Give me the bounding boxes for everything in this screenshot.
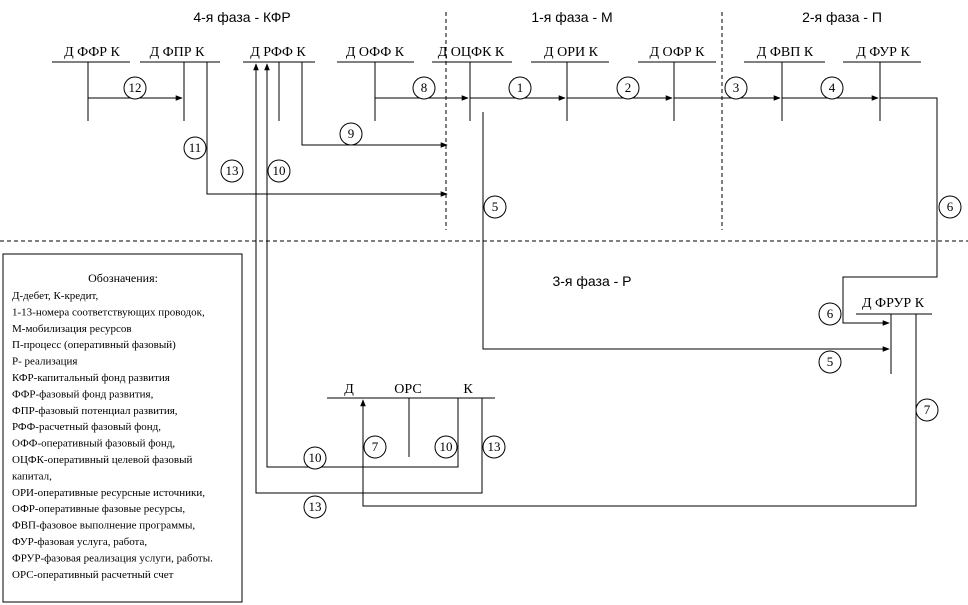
marker-13-bottom: [304, 496, 326, 518]
account-ors-credit: К: [463, 382, 473, 397]
svg-text:5: 5: [491, 199, 499, 214]
legend-line: ФВП-фазовое выполнение программы,: [12, 519, 196, 532]
account-fur: Д ФУР К: [856, 45, 910, 60]
account-off: Д ОФФ К: [345, 45, 405, 60]
marker-5-upper: [484, 196, 506, 218]
svg-text:13: 13: [225, 163, 239, 178]
phase-title-kfr: 4-я фаза - КФР: [193, 9, 291, 25]
marker-1: [509, 77, 531, 99]
marker-10-top: [268, 160, 290, 182]
flow-markers: [124, 77, 961, 518]
legend-line: ОФФ-оперативный фазовый фонд,: [12, 437, 176, 450]
svg-text:10: 10: [439, 439, 453, 454]
marker-13-top: [221, 160, 243, 182]
legend-line: ФРУР-фазовая реализация услуги, работы.: [12, 552, 213, 565]
marker-6-upper: [939, 196, 961, 218]
marker-5-lower: [819, 351, 841, 373]
legend-box: [3, 254, 242, 602]
marker-2: [617, 77, 639, 99]
legend-title: Обозначения:: [88, 271, 158, 285]
account-fvp: Д ФВП К: [756, 45, 814, 60]
svg-text:1: 1: [516, 80, 524, 95]
marker-6-lower: [819, 303, 841, 325]
svg-text:6: 6: [946, 199, 954, 214]
account-ors-name: ОРС: [394, 382, 422, 397]
marker-7-ors: [364, 436, 386, 458]
svg-text:6: 6: [826, 306, 834, 321]
legend-line: ОФР-оперативные фазовые ресурсы,: [12, 503, 186, 516]
account-fpr: Д ФПР К: [149, 45, 205, 60]
marker-3: [725, 77, 747, 99]
svg-text:5: 5: [826, 354, 834, 369]
svg-text:4: 4: [828, 80, 836, 95]
legend-line: Р- реализация: [12, 355, 78, 368]
svg-text:13: 13: [487, 439, 501, 454]
legend-line: ФУР-фазовая услуга, работа,: [12, 536, 148, 548]
legend-line: М-мобилизация ресурсов: [12, 322, 132, 335]
legend-line: ОЦФК-оперативный целевой фазовый: [12, 454, 193, 466]
svg-text:7: 7: [371, 439, 379, 454]
svg-text:3: 3: [732, 80, 740, 95]
legend-line: Д-дебет, К-кредит,: [12, 290, 99, 302]
legend-line: капитал,: [12, 470, 52, 483]
account-ffr: Д ФФР К: [64, 45, 120, 60]
svg-text:8: 8: [420, 80, 428, 95]
marker-8: [413, 77, 435, 99]
legend-line: КФР-капитальный фонд развития: [12, 372, 170, 384]
marker-10-bottom: [304, 447, 326, 469]
account-ofr: Д ОФР К: [649, 45, 705, 60]
phase-title-r: 3-я фаза - Р: [552, 273, 632, 289]
phase-title-p: 2-я фаза - П: [802, 9, 882, 25]
marker-13-ors: [483, 436, 505, 458]
marker-12: [124, 77, 146, 99]
svg-text:11: 11: [188, 140, 202, 155]
legend-line: 1-13-номера соответствующих проводок,: [12, 306, 205, 319]
account-otsfk: Д ОЦФК К: [437, 45, 505, 60]
legend-line: ФФР-фазовый фонд развития,: [12, 388, 154, 401]
account-ori: Д ОРИ К: [544, 45, 598, 60]
marker-10-ors: [435, 436, 457, 458]
svg-text:10: 10: [308, 450, 322, 465]
legend-line: П-процесс (оперативный фазовый): [12, 339, 176, 352]
legend-line: РФФ-расчетный фазовый фонд,: [12, 421, 162, 434]
legend-line: ОРС-оперативный расчетный счет: [12, 568, 174, 581]
svg-text:7: 7: [923, 402, 931, 417]
account-frur: Д ФРУР К: [861, 296, 925, 311]
legend-line: ОРИ-оперативные ресурсные источники,: [12, 486, 205, 499]
account-rff: Д РФФ К: [250, 45, 306, 60]
marker-4: [821, 77, 843, 99]
phase-title-m: 1-я фаза - М: [531, 9, 613, 25]
marker-9: [340, 123, 362, 145]
marker-7-right: [916, 399, 938, 421]
svg-text:10: 10: [272, 163, 286, 178]
svg-text:12: 12: [128, 80, 142, 95]
marker-11: [184, 137, 206, 159]
svg-text:13: 13: [308, 499, 322, 514]
account-ors-debit: Д: [344, 382, 354, 397]
svg-text:9: 9: [347, 126, 355, 141]
svg-text:2: 2: [624, 80, 632, 95]
legend-line: ФПР-фазовый потенциал развития,: [12, 404, 178, 417]
